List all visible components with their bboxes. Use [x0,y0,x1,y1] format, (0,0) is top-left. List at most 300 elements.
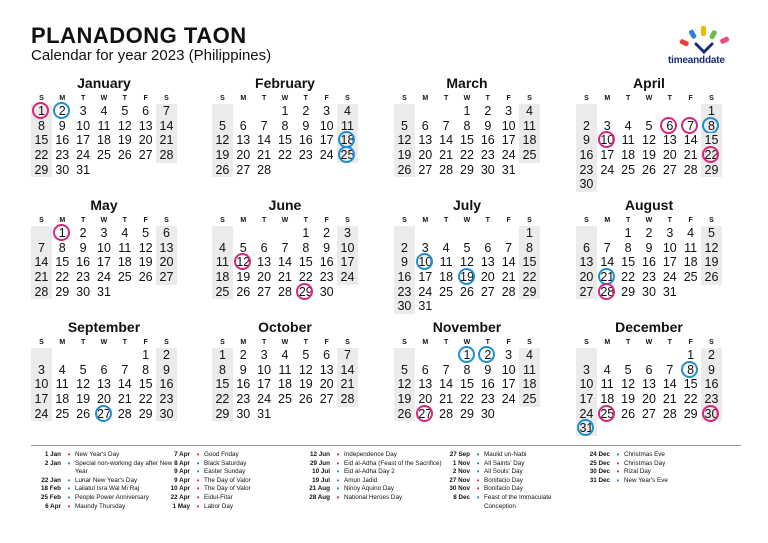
day-cell[interactable]: 16 [156,377,177,392]
day-cell[interactable]: 3 [79,104,87,118]
day-cell[interactable]: 2 [79,226,87,240]
day-cell[interactable]: 23 [394,285,415,300]
day-cell[interactable]: 11 [621,133,635,148]
day-cell[interactable]: 20 [319,377,334,392]
day-cell[interactable]: 6 [239,118,247,133]
day-cell[interactable]: 14 [501,255,516,270]
day-cell[interactable]: 2 [701,348,722,363]
day-cell[interactable]: 28 [156,148,177,163]
day-cell[interactable]: 12 [117,118,132,133]
day-cell[interactable]: 13 [642,377,656,392]
day-cell[interactable]: 5 [645,118,653,133]
day-cell[interactable]: 14 [439,133,454,148]
day-cell[interactable]: 23 [156,392,177,407]
day-cell[interactable]: 24 [576,407,597,422]
day-cell[interactable]: 12 [212,133,233,148]
day-cell[interactable]: 23 [701,392,722,407]
day-cell[interactable]: 1 [281,104,289,118]
day-cell[interactable]: 25 [212,285,233,300]
day-cell[interactable]: 16 [319,255,334,270]
day-cell[interactable]: 27 [642,406,656,421]
brand-logo[interactable] [668,24,748,68]
day-cell[interactable]: 21 [439,392,454,407]
day-cell[interactable]: 17 [31,392,52,407]
day-cell[interactable]: 1 [302,226,310,240]
day-cell[interactable]: 1 [624,226,632,240]
day-cell[interactable]: 19 [457,270,478,285]
day-cell[interactable]: 13 [156,241,177,256]
day-cell[interactable]: 6 [659,119,680,134]
day-cell[interactable]: 10 [97,240,111,255]
day-cell[interactable]: 6 [156,226,177,241]
day-cell[interactable]: 27 [662,162,677,177]
day-cell[interactable]: 21 [31,270,52,285]
day-cell[interactable]: 2 [302,104,310,118]
day-cell[interactable]: 22 [212,392,233,407]
day-cell[interactable]: 26 [236,284,251,299]
day-cell[interactable]: 18 [600,392,615,407]
day-cell[interactable]: 5 [142,226,150,240]
day-cell[interactable]: 29 [519,285,540,300]
day-cell[interactable]: 31 [418,299,433,314]
day-cell[interactable]: 28 [31,285,52,300]
day-cell[interactable]: 14 [156,119,177,134]
day-cell[interactable]: 30 [394,299,415,314]
day-cell[interactable]: 16 [394,270,415,285]
day-cell[interactable]: 5 [121,104,129,118]
day-cell[interactable]: 19 [621,392,636,407]
day-cell[interactable]: 1 [701,104,722,119]
day-cell[interactable]: 10 [501,118,516,133]
day-cell[interactable]: 7 [281,240,289,255]
day-cell[interactable]: 8 [463,362,471,377]
day-cell[interactable]: 15 [683,377,698,392]
day-cell[interactable]: 12 [298,362,313,377]
day-cell[interactable]: 2 [323,226,331,240]
day-cell[interactable]: 26 [394,163,415,178]
day-cell[interactable]: 13 [418,377,433,392]
day-cell[interactable]: 9 [323,240,331,255]
day-cell[interactable]: 7 [337,348,358,363]
day-cell[interactable]: 17 [76,133,91,148]
day-cell[interactable]: 22 [460,392,474,407]
day-cell[interactable]: 15 [460,133,474,148]
day-cell[interactable]: 28 [439,162,454,177]
day-cell[interactable]: 5 [79,362,87,377]
day-cell[interactable]: 19 [298,377,313,392]
day-cell[interactable]: 30 [156,407,177,422]
day-cell[interactable]: 10 [31,377,52,392]
day-cell[interactable]: 22 [460,148,474,163]
day-cell[interactable]: 9 [302,118,310,133]
day-cell[interactable]: 31 [76,162,91,177]
day-cell[interactable]: 27 [94,407,115,422]
day-cell[interactable]: 7 [156,104,177,119]
day-cell[interactable]: 26 [298,392,313,407]
day-cell[interactable]: 11 [684,240,698,255]
day-cell[interactable]: 10 [415,255,436,270]
day-cell[interactable]: 8 [463,118,471,133]
day-cell[interactable]: 16 [701,377,722,392]
day-cell[interactable]: 12 [138,240,153,255]
day-cell[interactable]: 13 [97,377,111,392]
day-cell[interactable]: 5 [302,348,310,362]
day-cell[interactable]: 20 [576,270,597,285]
day-cell[interactable]: 20 [418,392,433,407]
day-cell[interactable]: 28 [257,162,272,177]
day-cell[interactable]: 1 [52,226,73,241]
day-cell[interactable]: 24 [76,148,91,163]
day-cell[interactable]: 19 [138,255,153,270]
day-cell[interactable]: 4 [281,348,289,362]
day-cell[interactable]: 22 [138,392,153,407]
day-cell[interactable]: 20 [480,270,495,285]
day-cell[interactable]: 8 [519,241,540,256]
day-cell[interactable]: 22 [31,148,52,163]
day-cell[interactable]: 23 [480,148,495,163]
day-cell[interactable]: 9 [645,240,653,255]
day-cell[interactable]: 19 [212,148,233,163]
day-cell[interactable]: 27 [576,285,597,300]
day-cell[interactable]: 17 [97,255,111,270]
day-cell[interactable]: 4 [624,118,632,133]
day-cell[interactable]: 18 [55,392,70,407]
day-cell[interactable]: 7 [603,240,611,255]
day-cell[interactable]: 18 [337,133,358,148]
day-cell[interactable]: 13 [662,133,677,148]
day-cell[interactable]: 17 [501,377,516,392]
day-cell[interactable]: 22 [298,270,313,285]
day-cell[interactable]: 11 [519,363,540,378]
day-cell[interactable]: 13 [319,362,334,377]
day-cell[interactable]: 29 [621,284,636,299]
day-cell[interactable]: 20 [156,255,177,270]
day-cell[interactable]: 27 [236,162,251,177]
day-cell[interactable]: 7 [505,240,513,255]
day-cell[interactable]: 6 [421,118,429,133]
day-cell[interactable]: 31 [257,406,272,421]
day-cell[interactable]: 24 [418,284,433,299]
day-cell[interactable]: 1 [519,226,540,241]
day-cell[interactable]: 28 [683,162,698,177]
day-cell[interactable]: 5 [394,119,415,134]
day-cell[interactable]: 26 [701,270,722,285]
day-cell[interactable]: 26 [642,162,656,177]
day-cell[interactable]: 25 [439,284,454,299]
day-cell[interactable]: 17 [418,270,433,285]
day-cell[interactable]: 8 [302,240,310,255]
day-cell[interactable]: 25 [97,148,111,163]
day-cell[interactable]: 25 [55,406,70,421]
day-cell[interactable]: 12 [394,377,415,392]
day-cell[interactable]: 27 [319,392,334,407]
day-cell[interactable]: 26 [460,284,474,299]
day-cell[interactable]: 22 [519,270,540,285]
day-cell[interactable]: 28 [117,406,132,421]
day-cell[interactable]: 19 [642,148,656,163]
day-cell[interactable]: 3 [337,226,358,241]
day-cell[interactable]: 21 [278,270,292,285]
day-cell[interactable]: 28 [501,284,516,299]
day-cell[interactable]: 30 [480,406,495,421]
day-cell[interactable]: 11 [55,377,69,392]
day-cell[interactable]: 15 [621,255,636,270]
day-cell[interactable]: 8 [212,363,233,378]
day-cell[interactable]: 11 [97,118,111,133]
day-cell[interactable]: 8 [142,362,150,377]
day-cell[interactable]: 4 [442,240,450,255]
day-cell[interactable]: 27 [156,270,177,285]
day-cell[interactable]: 17 [501,133,516,148]
day-cell[interactable]: 17 [600,148,615,163]
day-cell[interactable]: 20 [418,148,433,163]
day-cell[interactable]: 27 [257,284,272,299]
day-cell[interactable]: 5 [394,363,415,378]
day-cell[interactable]: 22 [621,270,636,285]
day-cell[interactable]: 14 [439,377,454,392]
day-cell[interactable]: 4 [121,226,129,240]
day-cell[interactable]: 12 [394,133,415,148]
day-cell[interactable]: 14 [662,377,677,392]
day-cell[interactable]: 28 [662,406,677,421]
day-cell[interactable]: 11 [278,362,292,377]
day-cell[interactable]: 12 [621,377,636,392]
day-cell[interactable]: 2 [484,104,492,118]
day-cell[interactable]: 31 [97,284,111,299]
day-cell[interactable]: 14 [117,377,132,392]
day-cell[interactable]: 7 [666,362,674,377]
day-cell[interactable]: 10 [501,362,516,377]
day-cell[interactable]: 3 [100,226,108,240]
day-cell[interactable]: 20 [257,270,272,285]
day-cell[interactable]: 18 [212,270,233,285]
day-cell[interactable]: 7 [442,118,450,133]
day-cell[interactable]: 4 [603,362,611,377]
day-cell[interactable]: 5 [701,226,722,241]
day-cell[interactable]: 30 [319,284,334,299]
day-cell[interactable]: 1 [142,348,150,362]
day-cell[interactable]: 15 [212,377,233,392]
day-cell[interactable]: 28 [337,392,358,407]
day-cell[interactable]: 17 [662,255,677,270]
day-cell[interactable]: 21 [597,270,618,285]
day-cell[interactable]: 21 [156,133,177,148]
day-cell[interactable]: 3 [421,240,429,255]
day-cell[interactable]: 14 [278,255,292,270]
day-cell[interactable]: 16 [576,148,597,163]
day-cell[interactable]: 12 [701,241,722,256]
day-cell[interactable]: 5 [624,362,632,377]
day-cell[interactable]: 30 [55,162,70,177]
day-cell[interactable]: 29 [31,163,52,178]
day-cell[interactable]: 8 [680,363,701,378]
day-cell[interactable]: 7 [31,241,52,256]
day-cell[interactable]: 25 [519,148,540,163]
day-cell[interactable]: 19 [394,148,415,163]
day-cell[interactable]: 24 [31,407,52,422]
day-cell[interactable]: 28 [278,284,292,299]
day-cell[interactable]: 24 [257,392,272,407]
day-cell[interactable]: 24 [337,270,358,285]
day-cell[interactable]: 17 [319,133,334,148]
day-cell[interactable]: 11 [337,119,358,134]
day-cell[interactable]: 29 [460,162,474,177]
day-cell[interactable]: 11 [212,255,233,270]
day-cell[interactable]: 19 [76,392,91,407]
day-cell[interactable]: 9 [576,133,597,148]
day-cell[interactable]: 14 [337,363,358,378]
day-cell[interactable]: 29 [460,406,474,421]
day-cell[interactable]: 9 [58,118,66,133]
day-cell[interactable]: 21 [439,148,454,163]
day-cell[interactable]: 2 [394,241,415,256]
day-cell[interactable]: 4 [519,348,540,363]
day-cell[interactable]: 18 [278,377,292,392]
day-cell[interactable]: 21 [662,392,677,407]
day-cell[interactable]: 27 [418,162,433,177]
day-cell[interactable]: 19 [701,255,722,270]
day-cell[interactable]: 2 [156,348,177,363]
day-cell[interactable]: 29 [212,407,233,422]
day-cell[interactable]: 2 [576,119,597,134]
day-cell[interactable]: 17 [576,392,597,407]
day-cell[interactable]: 18 [519,133,540,148]
day-cell[interactable]: 16 [480,377,495,392]
day-cell[interactable]: 30 [480,162,495,177]
day-cell[interactable]: 6 [323,348,331,362]
day-cell[interactable]: 9 [701,363,722,378]
day-cell[interactable]: 9 [239,362,247,377]
day-cell[interactable]: 24 [600,162,615,177]
day-cell[interactable]: 26 [212,163,233,178]
day-cell[interactable]: 10 [337,241,358,256]
day-cell[interactable]: 23 [642,270,656,285]
day-cell[interactable]: 6 [484,240,492,255]
day-cell[interactable]: 20 [97,392,111,407]
day-cell[interactable]: 3 [505,104,513,118]
day-cell[interactable]: 21 [337,377,358,392]
day-cell[interactable]: 21 [501,270,516,285]
day-cell[interactable]: 11 [439,255,453,270]
day-cell[interactable]: 3 [505,348,513,362]
day-cell[interactable]: 6 [142,104,150,118]
day-cell[interactable]: 15 [701,133,722,148]
day-cell[interactable]: 3 [576,363,597,378]
day-cell[interactable]: 6 [645,362,653,377]
day-cell[interactable]: 20 [236,148,251,163]
day-cell[interactable]: 24 [501,148,516,163]
day-cell[interactable]: 27 [415,407,436,422]
day-cell[interactable]: 16 [76,255,91,270]
day-cell[interactable]: 14 [31,255,52,270]
day-cell[interactable]: 19 [117,133,132,148]
day-cell[interactable]: 14 [683,133,698,148]
day-cell[interactable]: 29 [138,406,153,421]
day-cell[interactable]: 5 [212,119,233,134]
day-cell[interactable]: 13 [236,133,251,148]
day-cell[interactable]: 15 [298,255,313,270]
day-cell[interactable]: 2 [239,348,247,362]
day-cell[interactable]: 7 [260,118,268,133]
day-cell[interactable]: 28 [439,406,454,421]
day-cell[interactable]: 25 [337,148,358,163]
day-cell[interactable]: 23 [480,392,495,407]
day-cell[interactable]: 18 [519,377,540,392]
day-cell[interactable]: 2 [52,104,73,119]
day-cell[interactable]: 22 [701,148,722,163]
day-cell[interactable]: 30 [642,284,656,299]
day-cell[interactable]: 10 [319,118,334,133]
day-cell[interactable]: 22 [278,148,292,163]
day-cell[interactable]: 15 [460,377,474,392]
day-cell[interactable]: 24 [501,392,516,407]
day-cell[interactable]: 15 [31,133,52,148]
day-cell[interactable]: 16 [642,255,656,270]
day-cell[interactable]: 23 [298,148,313,163]
day-cell[interactable]: 29 [295,285,316,300]
day-cell[interactable]: 20 [642,392,656,407]
day-cell[interactable]: 12 [460,255,474,270]
day-cell[interactable]: 11 [519,119,540,134]
day-cell[interactable]: 31 [576,421,597,436]
day-cell[interactable]: 9 [394,255,415,270]
day-cell[interactable]: 26 [394,407,415,422]
day-cell[interactable]: 24 [662,270,677,285]
day-cell[interactable]: 31 [662,284,677,299]
day-cell[interactable]: 17 [257,377,272,392]
day-cell[interactable]: 8 [624,240,632,255]
day-cell[interactable]: 25 [278,392,292,407]
day-cell[interactable]: 17 [337,255,358,270]
day-cell[interactable]: 29 [701,163,722,178]
day-cell[interactable]: 15 [519,255,540,270]
day-cell[interactable]: 1 [31,104,52,119]
day-cell[interactable]: 1 [463,104,471,118]
day-cell[interactable]: 3 [323,104,331,118]
day-cell[interactable]: 10 [576,377,597,392]
day-cell[interactable]: 29 [55,284,70,299]
day-cell[interactable]: 11 [600,377,614,392]
day-cell[interactable]: 19 [394,392,415,407]
day-cell[interactable]: 8 [31,119,52,134]
day-cell[interactable]: 12 [642,133,656,148]
day-cell[interactable]: 15 [278,133,292,148]
day-cell[interactable]: 25 [117,270,132,285]
day-cell[interactable]: 31 [501,162,516,177]
day-cell[interactable]: 15 [138,377,153,392]
day-cell[interactable]: 5 [239,240,247,255]
day-cell[interactable]: 4 [212,241,233,256]
day-cell[interactable]: 1 [687,348,695,362]
day-cell[interactable]: 14 [257,133,272,148]
day-cell[interactable]: 9 [156,363,177,378]
day-cell[interactable]: 11 [118,240,132,255]
day-cell[interactable]: 25 [597,407,618,422]
day-cell[interactable]: 27 [138,148,153,163]
day-cell[interactable]: 13 [480,255,495,270]
day-cell[interactable]: 13 [418,133,433,148]
day-cell[interactable]: 23 [55,148,70,163]
day-cell[interactable]: 23 [236,392,251,407]
day-cell[interactable]: 16 [298,133,313,148]
day-cell[interactable]: 3 [603,118,611,133]
day-cell[interactable]: 13 [576,255,597,270]
day-cell[interactable]: 7 [121,362,129,377]
day-cell[interactable]: 23 [576,163,597,178]
day-cell[interactable]: 14 [600,255,615,270]
day-cell[interactable]: 26 [117,148,132,163]
day-cell[interactable]: 25 [519,392,540,407]
